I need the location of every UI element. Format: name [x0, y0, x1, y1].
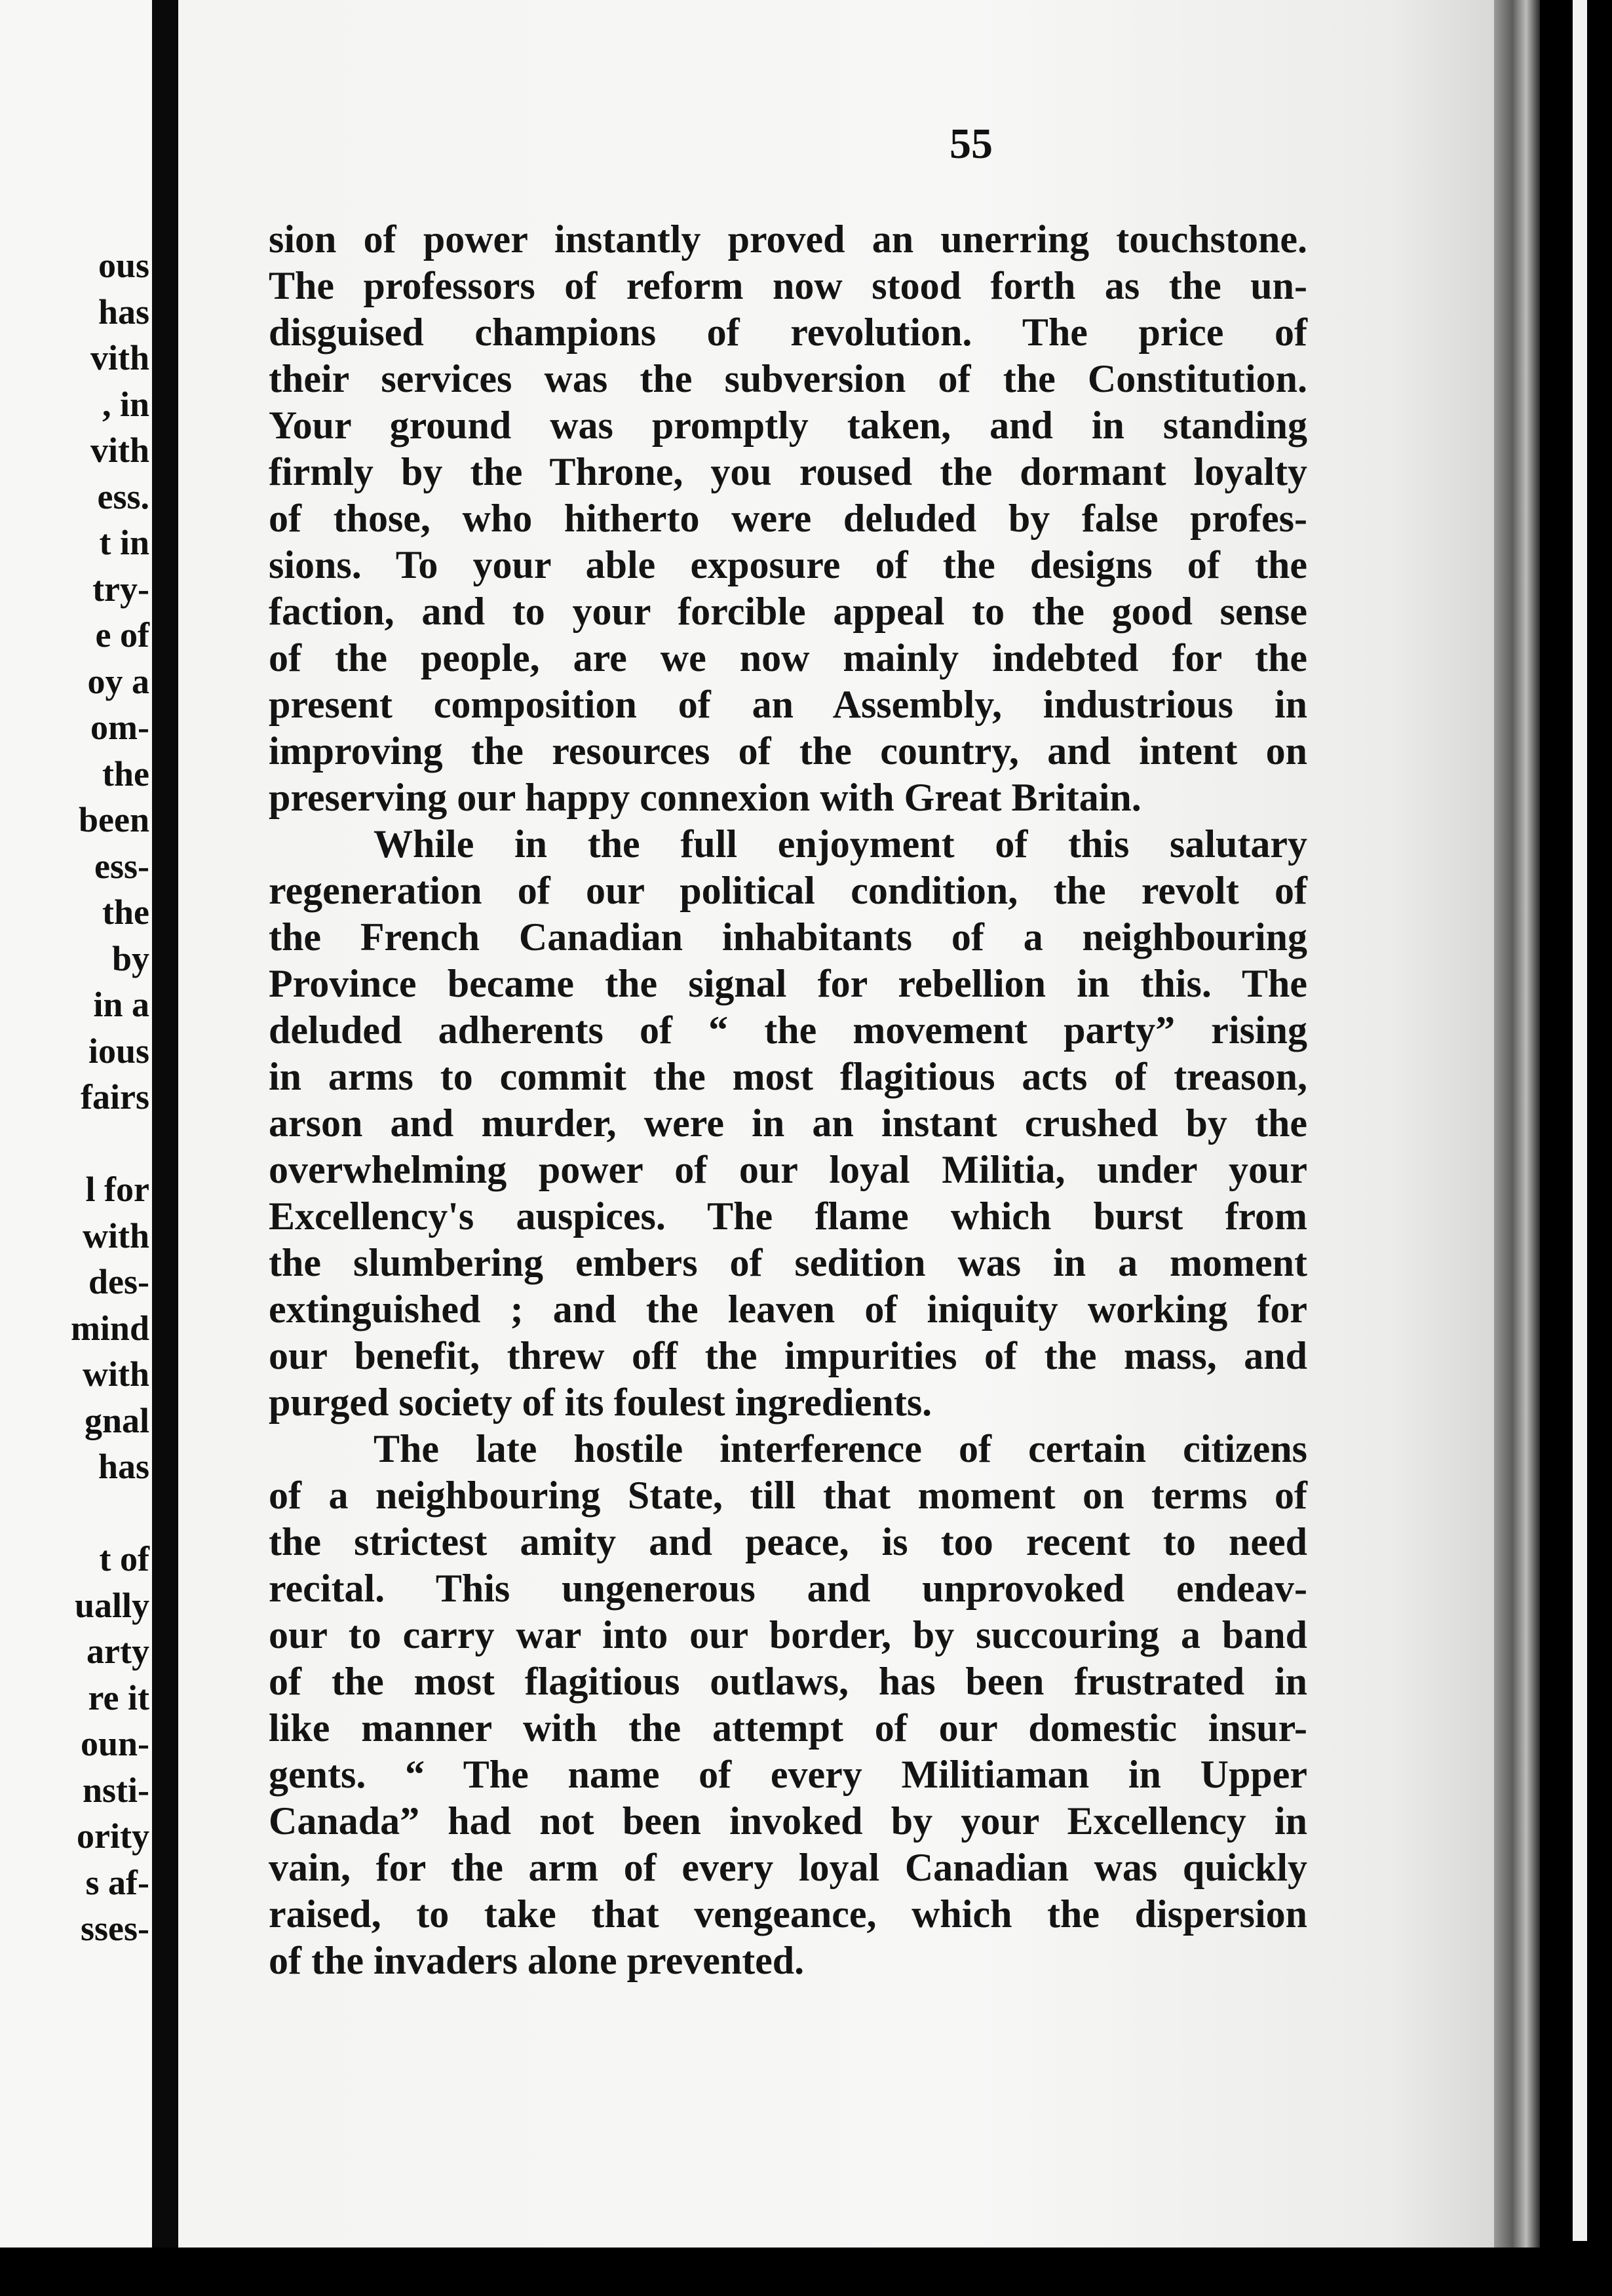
left-page-fragment: been	[79, 800, 149, 839]
text-line: deluded adherents of “ the movement party” rising	[269, 1008, 1307, 1052]
left-page-fragment: has	[98, 1447, 149, 1486]
left-page-fragment: ually	[74, 1585, 149, 1625]
text-line: arson and murder, were in an instant crushed by the	[269, 1101, 1307, 1145]
text-line: Excellency's auspices. The flame which burst from	[269, 1195, 1307, 1238]
text-line: faction, and to your forcible appeal to the good sense	[269, 590, 1307, 633]
left-page-text-fragments	[0, 0, 152, 2257]
left-page-fragment: fairs	[81, 1077, 149, 1117]
text-line: of the invaders alone prevented.	[269, 1939, 805, 1982]
text-line: their services was the subversion of the Constitution.	[269, 357, 1307, 400]
left-page-fragment: sses-	[81, 1909, 149, 1948]
text-line: the strictest amity and peace, is too recent to need	[269, 1520, 1307, 1563]
left-page-fragment: gnal	[84, 1400, 149, 1440]
text-line: The professors of reform now stood forth as the un-	[269, 264, 1307, 307]
left-page-fragment: with	[82, 1354, 149, 1394]
text-line: the slumbering embers of sedition was in a moment	[269, 1241, 1307, 1284]
text-line: purged society of its foulest ingredients.	[269, 1381, 932, 1424]
text-line: like manner with the attempt of our domestic insur-	[269, 1706, 1307, 1750]
left-page-fragment: by	[111, 938, 149, 978]
left-page-fragment: , in	[102, 384, 149, 424]
left-page-fragment: nsti-	[82, 1770, 149, 1810]
left-page-fragment: e of	[95, 615, 149, 655]
text-line: recital. This ungenerous and unprovoked endeav-	[269, 1567, 1307, 1610]
text-line: While in the full enjoyment of this salutary	[374, 822, 1307, 866]
page-number: 55	[950, 120, 993, 168]
left-page-fragment: vith	[90, 338, 149, 377]
left-page-fragment: ess.	[97, 476, 149, 516]
text-line: Your ground was promptly taken, and in standing	[269, 404, 1307, 447]
left-page-fragment: has	[98, 292, 149, 332]
text-line: disguised champions of revolution. The price of	[269, 311, 1307, 354]
text-line: gents. “ The name of every Militiaman in Upper	[269, 1753, 1307, 1796]
left-page-fragment: ority	[77, 1816, 149, 1856]
left-page-fragment: t of	[99, 1539, 149, 1578]
text-line: present composition of an Assembly, industrious in	[269, 683, 1307, 726]
text-line: of the people, are we now mainly indebted for the	[269, 636, 1307, 679]
left-page-fragment: re it	[88, 1677, 149, 1717]
text-line: the French Canadian inhabitants of a neighbouring	[269, 915, 1307, 959]
text-line: sions. To your able exposure of the designs of the	[269, 543, 1307, 586]
text-line: of the most flagitious outlaws, has been frustrated in	[269, 1660, 1307, 1703]
text-line: The late hostile interference of certain citizens	[374, 1427, 1307, 1470]
bottom-background	[0, 2248, 1612, 2296]
left-page-fragment: oun-	[80, 1724, 149, 1763]
left-page-fragment: ious	[88, 1031, 149, 1071]
left-page-fragment: ous	[98, 246, 149, 285]
text-line: of a neighbouring State, till that moment on terms of	[269, 1474, 1307, 1517]
page-edge-shadow	[1494, 0, 1540, 2248]
text-line: raised, to take that vengeance, which the dispersion	[269, 1892, 1307, 1936]
text-line: of those, who hitherto were deluded by false profes-	[269, 497, 1307, 540]
left-facing-page	[0, 0, 152, 2257]
left-page-fragment: the	[102, 892, 149, 932]
text-line: regeneration of our political condition, the revolt of	[269, 869, 1307, 912]
text-line: extinguished ; and the leaven of iniquity working for	[269, 1288, 1307, 1331]
left-page-fragment: try-	[92, 569, 149, 609]
text-line: sion of power instantly proved an unerring touchstone.	[269, 218, 1307, 261]
left-page-fragment: s af-	[85, 1862, 149, 1902]
text-line: Province became the signal for rebellion in this. The	[269, 962, 1307, 1005]
left-page-fragment: ess-	[94, 846, 149, 886]
text-line: our to carry war into our border, by succouring a band	[269, 1613, 1307, 1656]
text-line: our benefit, threw off the impurities of the mass, and	[269, 1334, 1307, 1377]
left-page-fragment: des-	[88, 1262, 149, 1301]
left-page-fragment: om-	[90, 708, 149, 747]
text-line: overwhelming power of our loyal Militia, under your	[269, 1148, 1307, 1191]
text-line: preserving our happy connexion with Great Britain.	[269, 776, 1142, 819]
text-line: vain, for the arm of every loyal Canadian was quickly	[269, 1846, 1307, 1889]
left-page-fragment: with	[82, 1215, 149, 1255]
left-page-fragment: t in	[99, 523, 149, 562]
right-paper-strip	[1573, 0, 1587, 2241]
left-page-fragment: l for	[85, 1170, 149, 1209]
left-page-fragment: mind	[70, 1308, 149, 1348]
left-page-fragment: arty	[86, 1632, 149, 1671]
left-page-fragment: vith	[90, 430, 149, 470]
body-text	[269, 216, 1307, 1984]
left-page-fragment: in a	[93, 985, 149, 1024]
book-gutter	[152, 0, 178, 2296]
text-line: Canada” had not been invoked by your Excellency in	[269, 1799, 1307, 1843]
text-line: in arms to commit the most flagitious acts of treason,	[269, 1055, 1307, 1098]
text-line: firmly by the Throne, you roused the dormant loyalty	[269, 450, 1307, 493]
left-page-fragment: the	[102, 754, 149, 794]
text-line: improving the resources of the country, and intent on	[269, 729, 1307, 773]
left-page-fragment: oy a	[87, 661, 149, 701]
